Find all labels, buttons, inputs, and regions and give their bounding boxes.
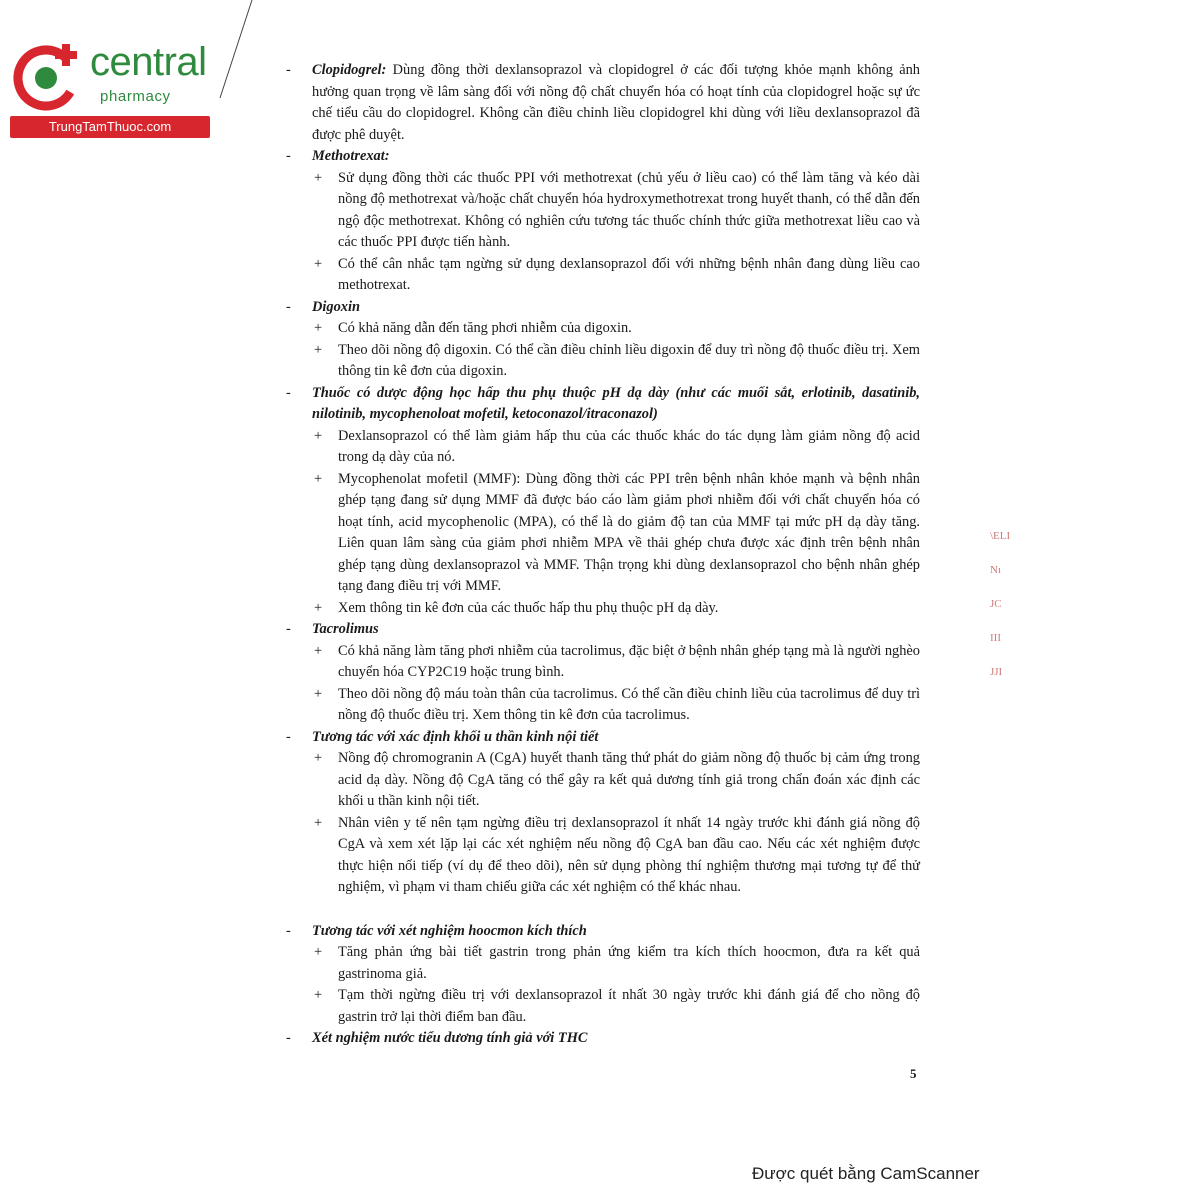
list-item: + Có khả năng dẫn đến tăng phơi nhiễm của digoxin. <box>314 320 632 336</box>
item-heading: Methotrexat: <box>312 148 390 164</box>
document-body <box>286 60 920 1050</box>
page-number: 5 <box>910 1066 917 1081</box>
item-methotrexat: - Methotrexat: <box>290 146 920 168</box>
list-item: + Sử dụng đồng thời các thuốc PPI với methotrexat (chủ yếu ở liều cao) có thể làm tăng và kéo dài nồng độ methotrexat và/hoặc chất chuyển hóa hydroxymethotrexat trong huyết thanh, có thể dẫn đến ngộ độc methotrexat. Không có nghiên cứu tương tác thuốc chính thức giữa methotrexat liều cao và các thuốc PPI được tiến hành. <box>314 169 920 250</box>
list-item: + Theo dõi nồng độ digoxin. Có thể cần điều chỉnh liều digoxin để duy trì nồng độ thuốc điều trị. Xem thông tin kê đơn của digoxin. <box>314 341 920 379</box>
item-heading: Xét nghiệm nước tiểu dương tính giả với THC <box>312 1030 588 1046</box>
list-item: + Xem thông tin kê đơn của các thuốc hấp thu phụ thuộc pH dạ dày. <box>314 599 719 616</box>
central-pharmacy-logo <box>10 38 220 138</box>
brand-site: TrungTamThuoc.com <box>10 116 210 138</box>
list-item: + Dexlansoprazol có thể làm giảm hấp thu của các thuốc khác do tác dụng làm giảm nồng độ acid trong dạ dày của nó. <box>314 427 920 465</box>
item-heading: Tacrolimus <box>312 621 379 637</box>
list-item: + Theo dõi nồng độ máu toàn thân của tacrolimus. Có thể cần điều chỉnh liều của tacrolimus để duy trì nồng độ thuốc điều trị. Xem thông tin kê đơn của tacrolimus. <box>314 685 920 723</box>
list-item: + Có khả năng làm tăng phơi nhiễm của tacrolimus, đặc biệt ở bệnh nhân ghép tạng mà là người nghèo chuyển hóa CYP2C19 hoặc trung bình. <box>314 642 920 680</box>
list-item: + Tăng phản ứng bài tiết gastrin trong phản ứng kiểm tra kích thích hoocmon, đưa ra kết quả gastrinoma giả. <box>314 944 920 982</box>
margin-stamp-marks: \ELI Nı JC III JJI <box>990 530 1011 678</box>
item-text: Dùng đồng thời dexlansoprazol và clopidogrel ở các đối tượng khỏe mạnh không ảnh hưởng quan trọng về lâm sàng đối với nồng độ chất chuyển hóa có hoạt tính của clopidogrel hoặc sự ức chế tiểu cầu do clopidogrel. Không cần điều chỉnh liều clopidogrel khi dùng với liều dexlansoprazol đã được phê duyệt. <box>312 62 920 143</box>
item-thc-test: - Xét nghiệm nước tiểu dương tính giả với THC <box>290 1028 920 1050</box>
pharmacy-cross-icon <box>10 38 92 116</box>
list-item: + Nhân viên y tế nên tạm ngừng điều trị dexlansoprazol ít nhất 14 ngày trước khi đánh giá nồng độ CgA và xem xét lặp lại các xét nghiệm nếu nồng độ CgA ban đầu cao. Nếu các xét nghiệm được thực hiện nối tiếp (ví dụ để theo dõi), nên sử dụng phòng thí nghiệm thương mại tương tự để thử nghiệm, vì phạm vi tham chiếu giữa các xét nghiệm có thể khác nhau. <box>314 814 920 895</box>
item-tacrolimus: - Tacrolimus <box>290 619 920 641</box>
item-heading: Clopidogrel: <box>312 62 387 78</box>
list-item: + Tạm thời ngừng điều trị với dexlansoprazol ít nhất 30 ngày trước khi đánh giá để cho nồng độ gastrin trở lại thời điểm ban đầu. <box>314 987 920 1025</box>
list-item: + Nồng độ chromogranin A (CgA) huyết thanh tăng thứ phát do giảm nồng độ thuốc bị cảm ứng trong acid dạ dày. Nồng độ CgA tăng có thể gây ra kết quả dương tính giả trong chẩn đoán xác định các khối u thần kinh nội tiết. <box>314 750 920 809</box>
item-heading: Thuốc có dược động học hấp thu phụ thuộc pH dạ dày (như các muối sắt, erlotinib, dasatinib, nilotinib, mycophenoloat mofetil, ketoconazol/itraconazol) <box>312 384 920 422</box>
brand-sub: pharmacy <box>100 88 171 105</box>
scanner-footer: Được quét bằng CamScanner <box>752 1164 980 1183</box>
item-neuroendocrine: - Tương tác với xác định khối u thần kinh nội tiết <box>290 727 920 749</box>
list-item: + Có thể cân nhắc tạm ngừng sử dụng dexlansoprazol đối với những bệnh nhân đang dùng liều cao methotrexat. <box>314 255 920 293</box>
item-clopidogrel: - Clopidogrel: Dùng đồng thời dexlansoprazol và clopidogrel ở các đối tượng khỏe mạnh không ảnh hưởng quan trọng về lâm sàng đối với nồng độ chất chuyển hóa có hoạt tính của clopidogrel hoặc sự ức chế tiểu cầu do clopidogrel. Không cần điều chỉnh liều clopidogrel khi dùng với liều dexlansoprazol đã được phê duyệt. <box>286 62 920 143</box>
scan-edge-line <box>200 0 260 100</box>
brand-name: central <box>90 40 207 84</box>
item-digoxin: - Digoxin <box>290 297 920 319</box>
item-heading: Tương tác với xét nghiệm hoocmon kích thích <box>312 922 587 939</box>
item-hormone-test: - Tương tác với xét nghiệm hoocmon kích thích <box>290 921 920 943</box>
item-heading: Tương tác với xác định khối u thần kinh nội tiết <box>312 728 599 745</box>
item-ph-drugs: - Thuốc có dược động học hấp thu phụ thuộc pH dạ dày (như các muối sắt, erlotinib, dasatinib, nilotinib, mycophenoloat mofetil, ketoconazol/itraconazol) <box>290 383 920 426</box>
list-item: + Mycophenolat mofetil (MMF): Dùng đồng thời các PPI trên bệnh nhân khỏe mạnh và bệnh nhân ghép tạng đang sử dụng MMF đã được báo cáo làm giảm phơi nhiễm đối với chất chuyển hóa có hoạt tính, acid mycophenolic (MPA), có thể là do giảm độ tan của MMF tại mức pH dạ dày tăng. Liên quan lâm sàng của giảm phơi nhiễm MPA về thải ghép chưa được xác định trên bệnh nhân ghép tạng dùng dexlansoprazol và MMF. Thận trọng khi dùng dexlansoprazol cho bệnh nhân ghép tạng đang điều trị với MMF. <box>314 470 920 594</box>
item-heading: Digoxin <box>312 298 360 315</box>
